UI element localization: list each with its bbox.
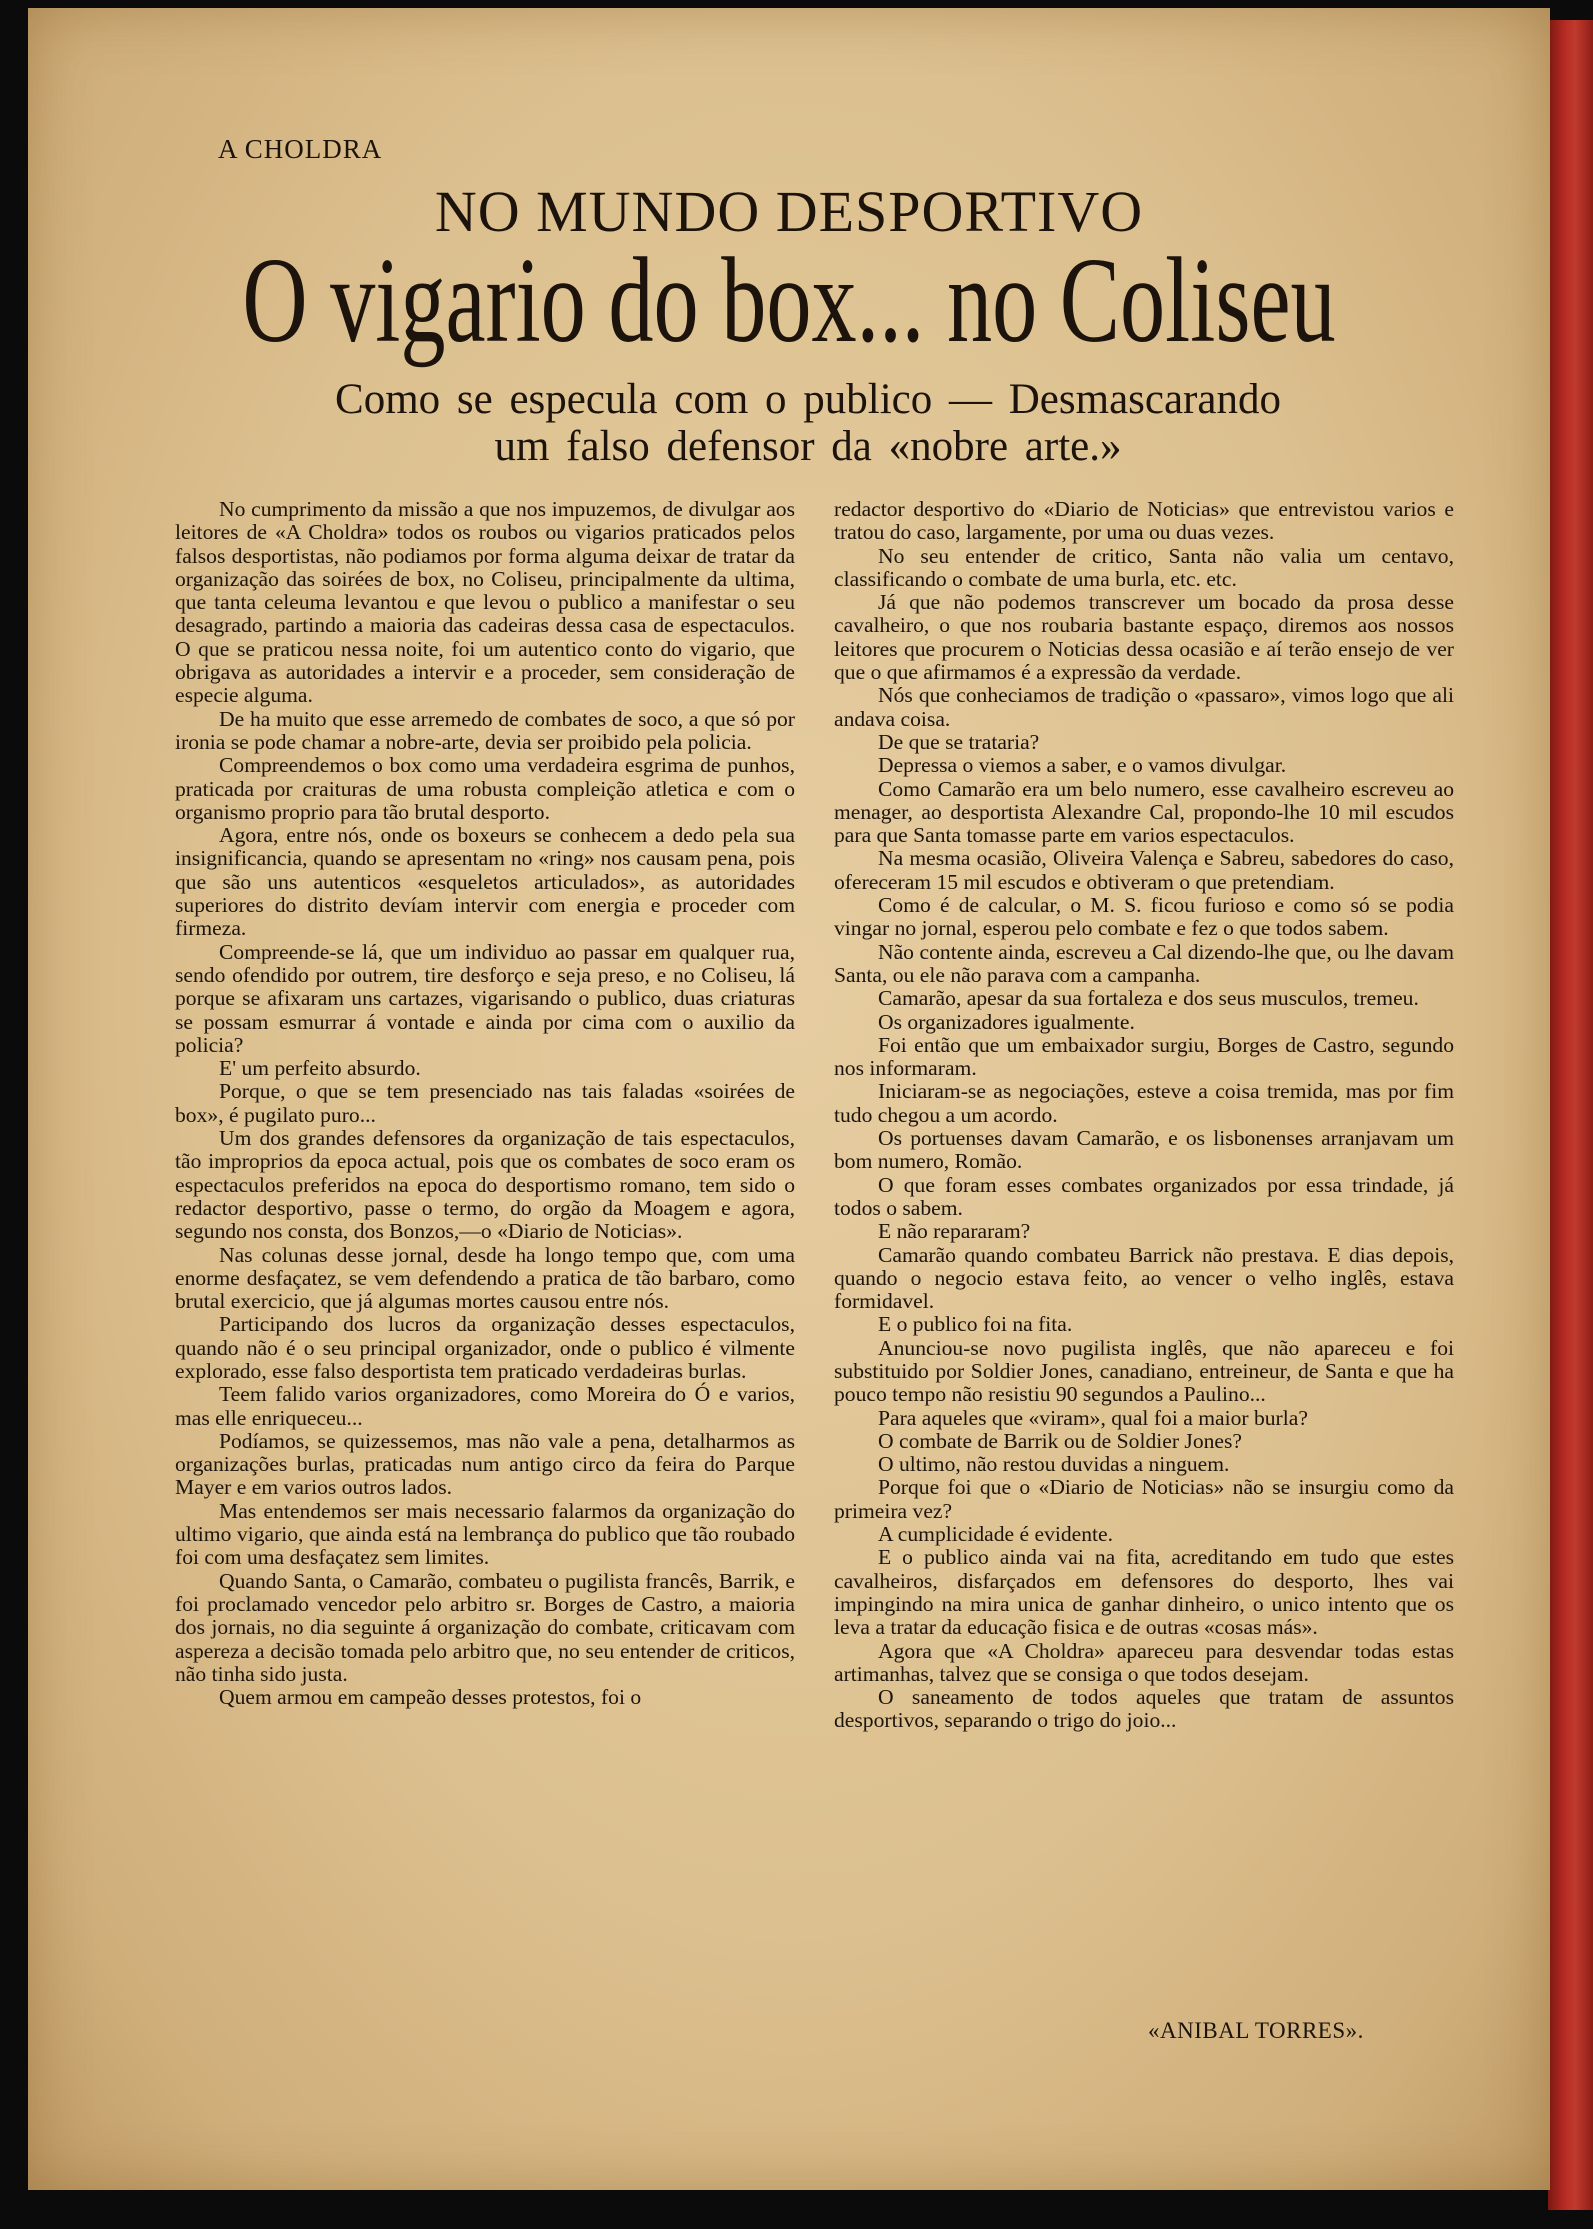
paragraph: Depressa o viemos a saber, e o vamos divulgar. — [878, 753, 1287, 778]
author-signature: «ANIBAL TORRES». — [1148, 2018, 1364, 2043]
paragraph: Como Camarão era um belo numero, esse cavalheiro escreveu ao menager, ao desportista Alexandre Cal, propondo-lhe 10 mil escudos para que Santa tomasse parte em varios espectaculos. — [834, 776, 1454, 848]
paragraph: Iniciaram-se as negociações, esteve a coisa tremida, mas por fim tudo chegou a um acordo. — [834, 1079, 1454, 1127]
paragraph: Participando dos lucros da organização desses espectaculos, quando não é o seu principal organizador, onde o publico é vilmente explorado, esse falso desportista tem praticado verdadeiras burlas. — [175, 1312, 795, 1383]
paragraph: A cumplicidade é evidente. — [878, 1522, 1114, 1547]
paragraph: Como é de calcular, o M. S. ficou furioso e como só se podia vingar no jornal, esperou pelo combate e fez o que todos sabem. — [834, 893, 1454, 941]
paragraph: No seu entender de critico, Santa não valia um centavo, classificando o combate de uma burla, etc. etc. — [834, 543, 1454, 591]
paragraph: De que se trataria? — [878, 729, 1040, 754]
running-head: A CHOLDRA — [218, 134, 383, 164]
paragraph: E não repararam? — [878, 1219, 1031, 1244]
paragraph: Compreendemos o box como uma verdadeira esgrima de punhos, praticada por craituras de uma robusta compleição atletica e com o organismo proprio para tão brutal desporto. — [175, 753, 795, 824]
paragraph: Os organizadores igualmente. — [878, 1009, 1135, 1034]
paragraph: O que foram esses combates organizados por essa trindade, já todos o sabem. — [834, 1172, 1454, 1220]
paragraph: Nós que conheciamos de tradição o «passaro», vimos logo que ali andava coisa. — [834, 683, 1454, 731]
paragraph: Porque foi que o «Diario de Noticias» não se insurgiu como da primeira vez? — [834, 1475, 1454, 1523]
paragraph: Um dos grandes defensores da organização de tais espectaculos, tão improprios da epoca actual, pois que os combates de soco eram os espectaculos preferidos na epoca do desportismo romano, tem sido o redactor desportivo, passe o termo, do orgão da Moagem e agora, segundo nos consta, dos Bonzos,—o «Diario de Noticias». — [175, 1126, 795, 1244]
paragraph: Teem falido varios organizadores, como Moreira do Ó e varios, mas elle enriqueceu... — [175, 1382, 795, 1430]
article-column-right — [834, 498, 1454, 1733]
paragraph: Os portuenses davam Camarão, e os lisbonenses arranjavam um bom numero, Romão. — [834, 1126, 1454, 1174]
paragraph: De ha muito que esse arremedo de combates de soco, a que só por ironia se pode chamar a nobre-arte, devia ser proibido pela policia. — [175, 706, 795, 754]
paragraph: Já que não podemos transcrever um bocado da prosa desse cavalheiro, o que nos roubaria bastante espaço, diremos aos nossos leitores que procurem o Noticias dessa ocasião e aí terão ensejo de ver que o que afirmamos é a expressão da verdade. — [834, 590, 1454, 685]
paragraph: E o publico foi na fita. — [878, 1312, 1073, 1337]
section-kicker: NO MUNDO DESPORTIVO — [434, 179, 1144, 244]
paragraph: Na mesma ocasião, Oliveira Valença e Sabreu, sabedores do caso, ofereceram 15 mil escudos e obtiveram o que pretendiam. — [834, 846, 1454, 894]
paragraph: Camarão quando combateu Barrick não prestava. E dias depois, quando o negocio estava feito, ao vencer o velho inglês, estava formidavel. — [834, 1242, 1454, 1314]
paragraph: Camarão, apesar da sua fortaleza e dos seus musculos, tremeu. — [878, 986, 1419, 1011]
paragraph: Agora que «A Choldra» apareceu para desvendar todas estas artimanhas, talvez que se consiga o que todos desejam. — [834, 1638, 1454, 1686]
paragraph: Para aqueles que «viram», qual foi a maior burla? — [878, 1405, 1308, 1430]
paragraph: E' um perfeito absurdo. — [219, 1056, 421, 1081]
paragraph: redactor desportivo do «Diario de Noticias» que entrevistou varios e tratou do caso, largamente, por uma ou duas vezes. — [834, 497, 1454, 545]
paragraph: Quando Santa, o Camarão, combateu o pugilista francês, Barrik, e foi proclamado vencedor pelo arbitro sr. Borges de Castro, a maioria dos jornais, no dia seguinte á organização do combate, criticavam com aspereza a decisão tomada pelo arbitro que, no seu entender de criticos, não tinha sido justa. — [175, 1568, 795, 1686]
paragraph: No cumprimento da missão a que nos impuzemos, de divulgar aos leitores de «A Choldra» todos os roubos ou vigarios praticados pelos falsos desportistas, não podiamos por forma alguma deixar de tratar da organização das soirées de box, no Coliseu, principalmente da ultima, que tanta celeuma levantou e que levou o publico a manifestar o seu desagrado, partindo a maioria das cadeiras dessa casa de espectaculos. O que se praticou nessa noite, foi um autentico conto do vigario, que obrigava as autoridades a intervir e a proceder, sem consideração de especie alguma. — [175, 497, 795, 708]
article-column-left — [175, 498, 795, 1709]
paragraph: Anunciou-se novo pugilista inglês, que não apareceu e foi substituido por Soldier Jones, canadiano, entreineur, de Santa e que ha pouco tempo não resistiu 90 segundos a Paulino... — [834, 1335, 1454, 1407]
paragraph: Compreende-se lá, que um individuo ao passar em qualquer rua, sendo ofendido por outrem, tire desforço e seja preso, e no Coliseu, lá porque se afixaram uns cartazes, vigarisando o publico, duas criaturas se possam esmurrar á vontade e ainda por cima com o auxilio da policia? — [175, 939, 795, 1057]
headline: O vigario do box... no Coliseu — [242, 233, 1336, 368]
paragraph: Quem armou em campeão desses protestos, foi o — [219, 1685, 642, 1710]
paragraph: Podíamos, se quizessemos, mas não vale a pena, detalharmos as organizações burlas, praticadas num antigo circo da feira do Parque Mayer e em varios outros lados. — [175, 1428, 795, 1500]
red-cover-edge — [1548, 20, 1593, 2210]
paragraph: Agora, entre nós, onde os boxeurs se conhecem a dedo pela sua insignificancia, quando se apresentam no «ring» nos causam pena, pois que são uns autenticos «esqueletos articulados», as autoridades superiores do distrito devíam intervir com energia e proceder com firmeza. — [175, 823, 795, 941]
paragraph: O combate de Barrik ou de Soldier Jones? — [878, 1428, 1242, 1453]
newspaper-page — [28, 8, 1550, 2190]
paragraph: Nas colunas desse jornal, desde ha longo tempo que, com uma enorme desfaçatez, se vem defendendo a pratica de tão barbaro, como brutal exercicio, que já algumas mortes causou entre nós. — [175, 1242, 795, 1314]
deck: Como se especula com o publico — Desmascarando um falso defensor da «nobre arte.» — [335, 376, 1281, 470]
paragraph: E o publico ainda vai na fita, acreditando em tudo que estes cavalheiros, disfarçados em defensores do desporto, lhes vai impingindo na mira unica de ganhar dinheiro, o unico intento que os leva a tratar da educação fisica e de outras «cosas más». — [834, 1545, 1454, 1640]
paragraph: O saneamento de todos aqueles que tratam de assuntos desportivos, separando o trigo do joio... — [834, 1685, 1454, 1733]
paragraph: Mas entendemos ser mais necessario falarmos da organização do ultimo vigario, que ainda está na lembrança do publico que tão roubado foi com uma desfaçatez sem limites. — [175, 1498, 795, 1570]
paragraph: Porque, o que se tem presenciado nas tais faladas «soirées de box», é pugilato puro... — [175, 1079, 795, 1127]
paragraph: Foi então que um embaixador surgiu, Borges de Castro, segundo nos informaram. — [834, 1032, 1454, 1081]
paragraph: O ultimo, não restou duvidas a ninguem. — [878, 1452, 1230, 1477]
paragraph: Não contente ainda, escreveu a Cal dizendo-lhe que, ou lhe davam Santa, ou ele não parava com a campanha. — [834, 939, 1454, 987]
